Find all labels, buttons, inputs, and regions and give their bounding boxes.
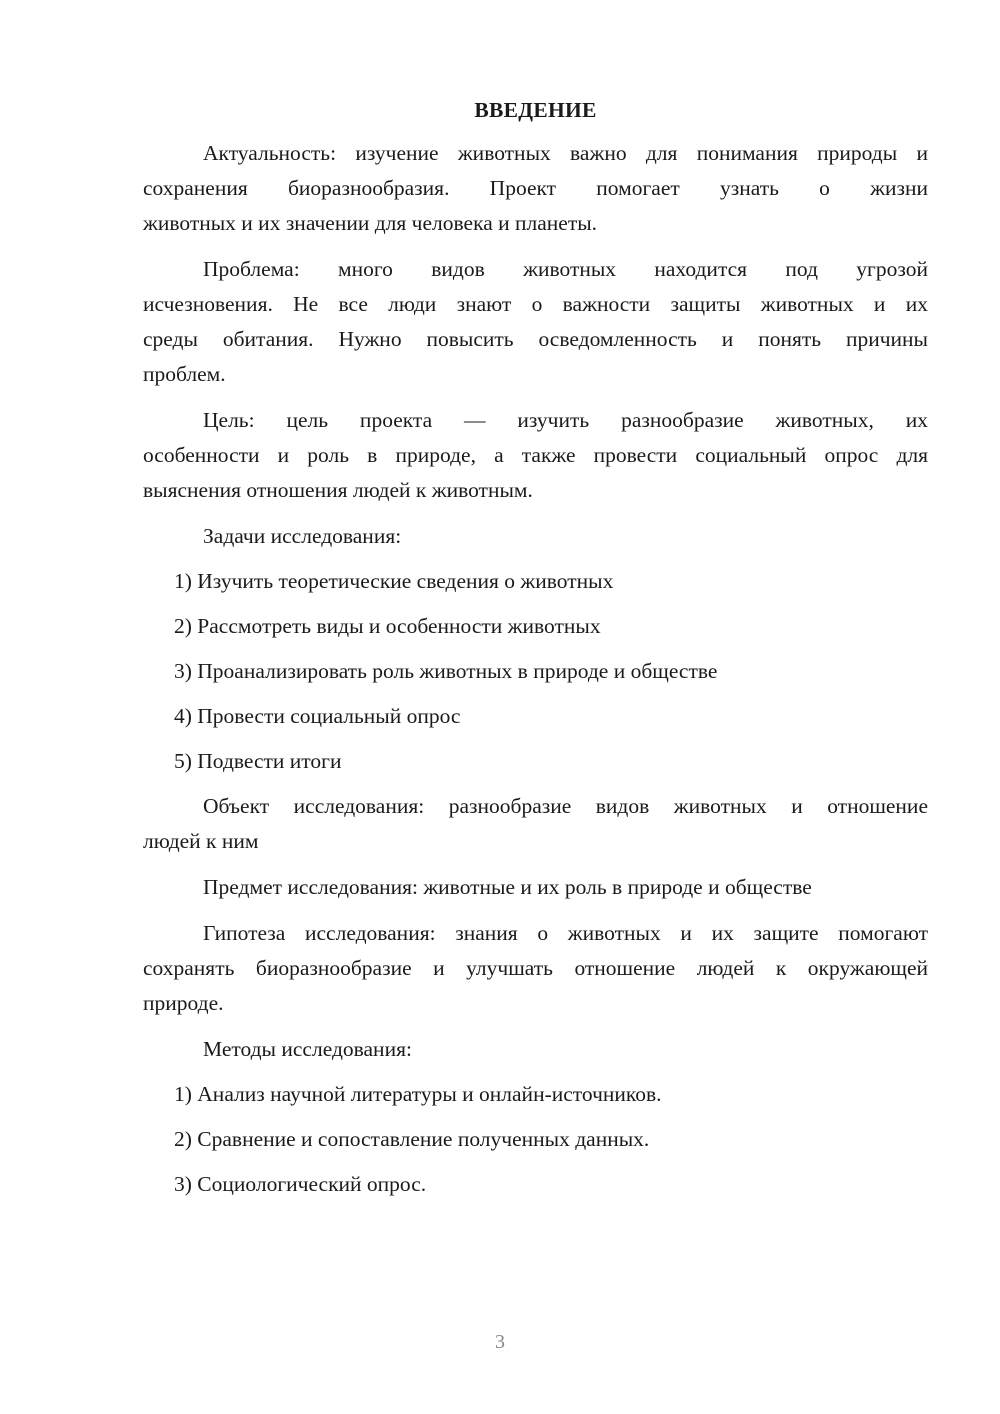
hypothesis-paragraph <box>143 916 928 1021</box>
list-item: 2) Сравнение и сопоставление полученных данных. <box>174 1127 650 1151</box>
goal-line: выяснения отношения людей к животным. <box>143 478 533 502</box>
methods-list <box>143 1077 928 1202</box>
list-item: 2) Рассмотреть виды и особенности животных <box>174 614 601 638</box>
list-item: 3) Социологический опрос. <box>174 1172 427 1196</box>
relevance-line: Актуальность: изучение животных важно для понимания природы и <box>203 141 928 165</box>
section-title: ВВЕДЕНИЕ <box>474 98 597 122</box>
page-number: 3 <box>495 1331 505 1353</box>
hypothesis-line: природе. <box>143 991 224 1015</box>
problem-line: проблем. <box>143 362 226 386</box>
relevance-paragraph <box>143 136 928 241</box>
tasks-heading: Задачи исследования: <box>203 524 402 548</box>
problem-paragraph <box>143 252 928 392</box>
goal-line: Цель: цель проекта — изучить разнообразие животных, их <box>203 408 928 432</box>
relevance-line: животных и их значении для человека и планеты. <box>143 211 598 235</box>
goal-line: особенности и роль в природе, а также провести социальный опрос для <box>143 443 928 467</box>
methods-heading: Методы исследования: <box>203 1037 412 1061</box>
list-item: 3) Проанализировать роль животных в природе и обществе <box>174 659 718 683</box>
list-item: 4) Провести социальный опрос <box>174 704 461 728</box>
list-item: 5) Подвести итоги <box>174 749 342 773</box>
relevance-line: сохранения биоразнообразия. Проект помогает узнать о жизни <box>143 176 928 200</box>
list-item: 1) Анализ научной литературы и онлайн-источников. <box>174 1082 662 1106</box>
hypothesis-line: сохранять биоразнообразие и улучшать отношение людей к окружающей <box>143 956 928 980</box>
subject-line: Предмет исследования: животные и их роль в природе и обществе <box>203 875 812 899</box>
object-line: Объект исследования: разнообразие видов животных и отношение <box>203 794 928 818</box>
object-paragraph <box>143 789 928 859</box>
problem-line: среды обитания. Нужно повысить осведомленность и понять причины <box>143 327 928 351</box>
document-page <box>143 93 928 1212</box>
problem-line: исчезновения. Не все люди знают о важности защиты животных и их <box>143 292 928 316</box>
problem-line: Проблема: много видов животных находится под угрозой <box>203 257 928 281</box>
tasks-list <box>143 564 928 779</box>
subject-paragraph <box>143 870 928 905</box>
object-line: людей к ним <box>143 829 259 853</box>
list-item: 1) Изучить теоретические сведения о животных <box>174 569 614 593</box>
goal-paragraph <box>143 403 928 508</box>
hypothesis-line: Гипотеза исследования: знания о животных и их защите помогают <box>203 921 928 945</box>
